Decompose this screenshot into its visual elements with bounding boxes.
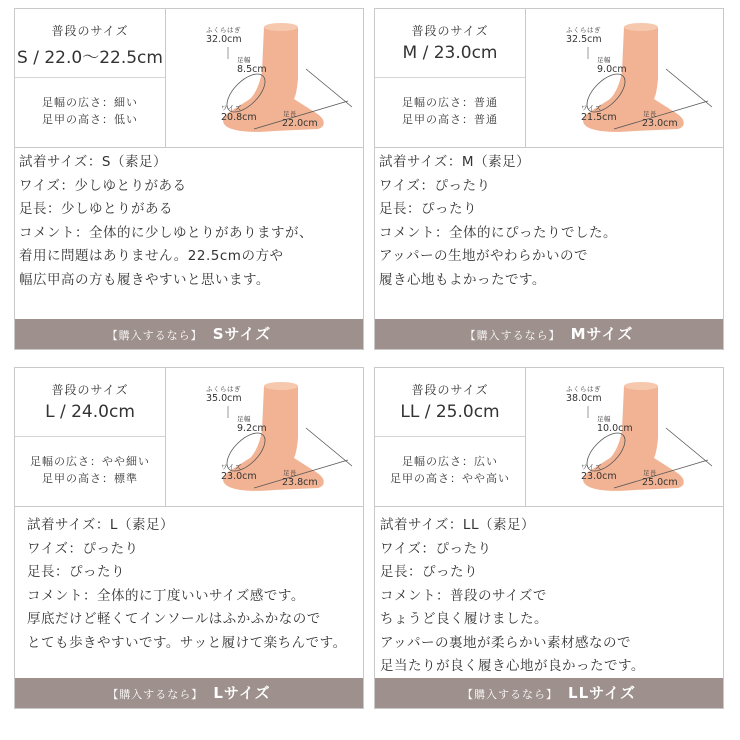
usual-size-label: 普段のサイズ <box>51 383 129 397</box>
length-measure-label: 足長 <box>643 469 657 477</box>
ankle-measure-value: 9.2cm <box>237 423 267 434</box>
usual-size-label: 普段のサイズ <box>411 24 489 38</box>
review-line: 着用に問題はありません。22.5cmの方や <box>19 248 284 264</box>
length-measure-value: 23.8cm <box>282 477 318 488</box>
size-info <box>375 368 526 506</box>
foot-illustration <box>526 9 723 147</box>
buy-size-banner[interactable] <box>15 319 363 349</box>
calf-measure <box>566 25 602 45</box>
card-header <box>15 368 363 507</box>
review-line: とても歩きやすいです。サッと履けて楽ちんです。 <box>27 634 347 651</box>
ankle-measure-value: 9.0cm <box>597 64 627 75</box>
length-measure <box>282 468 318 488</box>
length-measure <box>282 109 318 129</box>
calf-measure-value: 32.0cm <box>206 34 242 45</box>
foot-diagram <box>166 368 363 506</box>
wise-measure-label: ワイズ <box>221 463 242 471</box>
foot-illustration <box>526 368 723 506</box>
ankle-measure-label: 足幅 <box>597 56 611 64</box>
length-measure-label: 足長 <box>283 110 297 118</box>
foot-diagram <box>526 9 723 147</box>
calf-measure-label: ふくらはぎ <box>206 26 241 34</box>
ankle-measure-label: 足幅 <box>597 415 611 423</box>
wise-measure-value: 23.0cm <box>221 471 257 482</box>
card-header <box>375 368 723 507</box>
length-measure <box>642 468 678 488</box>
calf-measure-label: ふくらはぎ <box>206 385 241 393</box>
review-line: コメント：全体的にぴったりでした。 <box>379 224 617 241</box>
review-line: ワイズ：少しゆとりがある <box>19 177 187 194</box>
instep-height-label: 足甲の高さ：低い <box>42 113 138 126</box>
buy-prefix: 【購入するなら】 <box>107 688 204 701</box>
foot-width-label: 足幅の広さ：やや細い <box>30 455 150 468</box>
wise-measure-label: ワイズ <box>581 104 602 112</box>
size-review-card <box>14 8 364 350</box>
review-line: ワイズ：ぴったり <box>380 540 492 557</box>
wise-measure-label: ワイズ <box>221 104 242 112</box>
size-info <box>375 9 526 147</box>
usual-size-value: M / 23.0cm <box>402 43 498 63</box>
ankle-measure-value: 8.5cm <box>237 64 267 75</box>
buy-size: LLサイズ <box>568 684 636 702</box>
ankle-measure-value: 10.0cm <box>597 423 633 434</box>
ankle-measure-label: 足幅 <box>237 415 251 423</box>
usual-size-value: S / 22.0〜22.5cm <box>17 48 163 68</box>
wise-measure <box>581 103 617 123</box>
fitting-review <box>19 151 361 292</box>
size-info <box>15 368 166 506</box>
calf-measure-value: 32.5cm <box>566 34 602 45</box>
instep-height-label: 足甲の高さ：やや高い <box>390 472 510 485</box>
review-line: 足当たりが良く履き心地が良かったです。 <box>380 658 645 674</box>
review-line: 試着サイズ：L（素足） <box>27 517 174 533</box>
length-measure-value: 23.0cm <box>642 118 678 129</box>
foot-width-label: 足幅の広さ：普通 <box>402 96 498 109</box>
usual-size-box <box>375 9 525 78</box>
buy-size: Mサイズ <box>570 325 634 343</box>
wise-measure-label: ワイズ <box>581 463 602 471</box>
review-line: コメント：全体的に少しゆとりがありますが、 <box>19 224 313 241</box>
foot-width-label: 足幅の広さ：広い <box>402 455 498 468</box>
fitting-review <box>379 151 721 292</box>
review-line: ワイズ：ぴったり <box>379 177 491 194</box>
usual-size-label: 普段のサイズ <box>51 24 129 38</box>
length-measure-value: 25.0cm <box>642 477 678 488</box>
wise-measure <box>221 103 257 123</box>
length-measure <box>642 109 678 129</box>
calf-measure-value: 38.0cm <box>566 393 602 404</box>
length-measure-label: 足長 <box>643 110 657 118</box>
buy-prefix: 【購入するなら】 <box>462 688 559 701</box>
card-header <box>375 9 723 148</box>
foot-diagram <box>166 9 363 147</box>
fitting-review <box>380 514 722 679</box>
foot-illustration <box>166 368 363 506</box>
review-line: コメント：普段のサイズで <box>380 587 547 604</box>
usual-size-value: L / 24.0cm <box>45 402 135 422</box>
review-line: 試着サイズ：M（素足） <box>379 154 531 170</box>
foot-shape-info <box>15 437 165 506</box>
size-review-card <box>374 367 724 709</box>
review-line: 試着サイズ：S（素足） <box>19 154 167 170</box>
review-line: 足長：ぴったり <box>379 201 477 217</box>
foot-width-label: 足幅の広さ：細い <box>42 96 138 109</box>
wise-measure-value: 21.5cm <box>581 112 617 123</box>
ankle-measure <box>597 414 633 434</box>
size-review-card <box>14 367 364 709</box>
ankle-measure <box>237 414 267 434</box>
calf-measure-value: 35.0cm <box>206 393 242 404</box>
buy-size: Lサイズ <box>213 684 271 702</box>
length-measure-value: 22.0cm <box>282 118 318 129</box>
fitting-review <box>27 514 369 655</box>
foot-illustration <box>166 9 363 147</box>
calf-measure <box>566 384 602 404</box>
instep-height-label: 足甲の高さ：普通 <box>402 113 498 126</box>
ankle-measure <box>597 55 627 75</box>
wise-measure-value: 20.8cm <box>221 112 257 123</box>
review-line: アッパーの裏地が柔らかい素材感なので <box>380 634 632 651</box>
review-line: ワイズ：ぴったり <box>27 540 139 557</box>
usual-size-box <box>15 9 165 78</box>
buy-prefix: 【購入するなら】 <box>106 329 203 342</box>
usual-size-value: LL / 25.0cm <box>400 402 500 422</box>
length-measure-label: 足長 <box>283 469 297 477</box>
wise-measure <box>581 462 617 482</box>
buy-size: Sサイズ <box>212 325 272 343</box>
review-line: 足長：ぴったり <box>380 564 478 580</box>
foot-shape-info <box>375 437 525 506</box>
review-line: 試着サイズ：LL（素足） <box>380 517 535 533</box>
calf-measure <box>206 384 242 404</box>
usual-size-box <box>15 368 165 437</box>
size-info <box>15 9 166 147</box>
review-line: 履き心地もよかったです。 <box>379 271 546 288</box>
review-line: コメント：全体的に丁度いいサイズ感です。 <box>27 587 305 604</box>
review-line: 厚底だけど軽くてインソールはふかふかなので <box>27 611 321 627</box>
ankle-measure-label: 足幅 <box>237 56 251 64</box>
buy-prefix: 【購入するなら】 <box>464 329 561 342</box>
foot-diagram <box>526 368 723 506</box>
calf-measure-label: ふくらはぎ <box>566 385 601 393</box>
usual-size-box <box>375 368 525 437</box>
foot-shape-info <box>15 78 165 147</box>
ankle-measure <box>237 55 267 75</box>
review-line: 足長：少しゆとりがある <box>19 201 173 217</box>
card-header <box>15 9 363 148</box>
instep-height-label: 足甲の高さ：標準 <box>42 472 138 485</box>
wise-measure-value: 23.0cm <box>581 471 617 482</box>
review-line: アッパーの生地がやわらかいので <box>379 248 589 264</box>
calf-measure-label: ふくらはぎ <box>566 26 601 34</box>
buy-size-banner[interactable] <box>15 678 363 708</box>
usual-size-label: 普段のサイズ <box>411 383 489 397</box>
size-review-card <box>374 8 724 350</box>
review-line: ちょうど良く履けました。 <box>380 611 548 627</box>
buy-size-banner[interactable] <box>375 319 723 349</box>
wise-measure <box>221 462 257 482</box>
calf-measure <box>206 25 242 45</box>
review-line: 幅広甲高の方も履きやすいと思います。 <box>19 271 270 288</box>
foot-shape-info <box>375 78 525 147</box>
buy-size-banner[interactable] <box>375 678 723 708</box>
review-line: 足長：ぴったり <box>27 564 125 580</box>
